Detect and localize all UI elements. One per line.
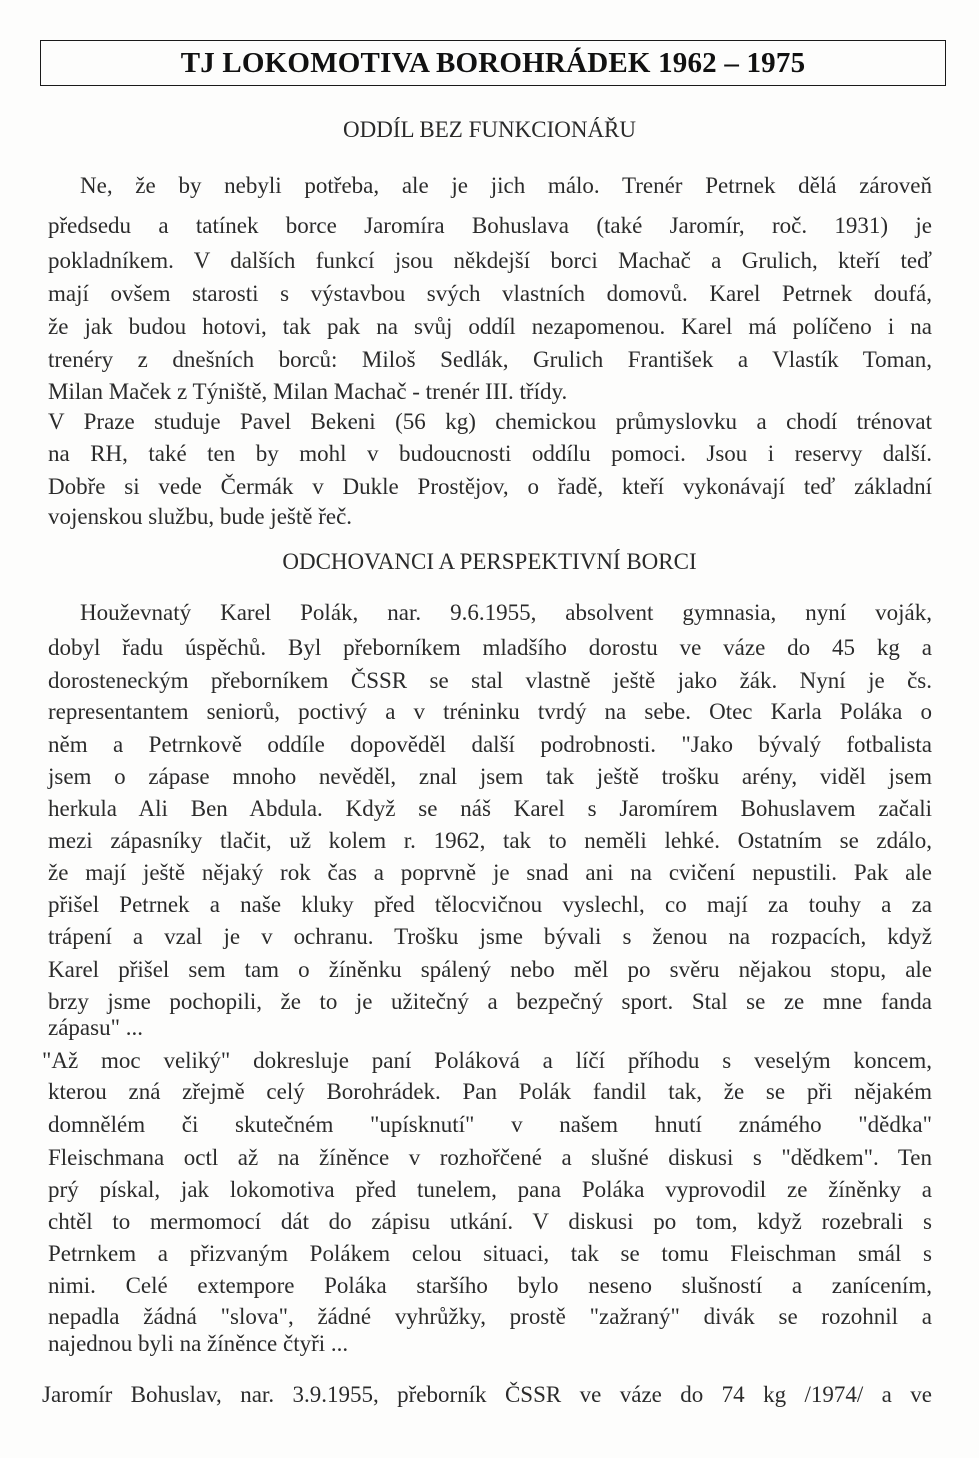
paragraph-line: brzy jsme pochopili, že to je užitečný a bezpečný sport. Stal se ze mne fanda: [48, 989, 932, 1014]
paragraph-line: pokladníkem. V dalších funkcí jsou někdejší borci Machač a Grulich, kteří teď: [48, 248, 932, 273]
paragraph-line: mají ovšem starosti s výstavbou svých vlastních domovů. Karel Petrnek doufá,: [48, 281, 932, 306]
paragraph-line: dorosteneckým přeborníkem ČSSR se stal vlastně ještě jako žák. Nyní je čs.: [48, 668, 932, 693]
paragraph-line: Dobře si vede Čermák v Dukle Prostějov, o řadě, kteří vykonávají teď základní: [48, 474, 932, 499]
paragraph-line: "Až moc veliký" dokresluje paní Poláková a líčí příhodu s veselým koncem,: [42, 1048, 932, 1073]
paragraph-line: nimi. Celé extempore Poláka staršího bylo neseno slušností a zanícením,: [48, 1273, 932, 1298]
paragraph-line: dobyl řadu úspěchů. Byl přeborníkem mladšího dorostu ve váze do 45 kg a: [48, 635, 932, 660]
paragraph-line: V Praze studuje Pavel Bekeni (56 kg) chemickou průmyslovku a chodí trénovat: [48, 409, 932, 434]
paragraph-line: předsedu a tatínek borce Jaromíra Bohuslava (také Jaromír, roč. 1931) je: [48, 213, 932, 238]
paragraph-line: trápení a vzal je v ochranu. Trošku jsme bývali s ženou na rozpacích, když: [48, 924, 932, 949]
paragraph-line: Ne, že by nebyli potřeba, ale je jich málo. Trenér Petrnek dělá zároveň: [80, 173, 932, 198]
paragraph-line: herkula Ali Ben Abdula. Když se náš Karel s Jaromírem Bohuslavem začali: [48, 796, 932, 821]
paragraph-line: chtěl to mermomocí dát do zápisu utkání. V diskusi po tom, když rozebrali s: [48, 1209, 932, 1234]
paragraph-line: přišel Petrnek a naše kluky před tělocvičnou vyslechl, co mají za touhy a za: [48, 892, 932, 917]
section-heading-odchovanci: ODCHOVANCI A PERSPEKTIVNÍ BORCI: [282, 549, 697, 574]
paragraph-line: na RH, také ten by mohl v budoucnosti oddílu pomoci. Jsou i reservy další.: [48, 441, 932, 466]
title-box: [40, 40, 946, 86]
paragraph-line: že mají ještě nějaký rok čas a poprvně je snad ani na cvičení nepustili. Pak ale: [48, 860, 932, 885]
paragraph-line: Houževnatý Karel Polák, nar. 9.6.1955, absolvent gymnasia, nyní voják,: [80, 600, 932, 625]
paragraph-line: Fleischmana octl až na žíněnce v rozhořčené a slušné diskusi s "dědkem". Ten: [48, 1145, 932, 1170]
section-heading-oddil: ODDÍL BEZ FUNKCIONÁŘU: [342, 117, 637, 142]
paragraph-line: najednou byli na žíněnce čtyři ...: [48, 1331, 349, 1356]
paragraph-line: že jak budou hotovi, tak pak na svůj oddíl nezapomenou. Karel má políčeno i na: [48, 314, 932, 339]
paragraph-line: Karel přišel sem tam o žíněnku spálený nebo měl po svěru nějakou stopu, ale: [48, 957, 932, 982]
page-title: TJ LOKOMOTIVA BOROHRÁDEK 1962 – 1975: [180, 46, 806, 79]
paragraph-line: něm a Petrnkově oddíle dopověděl další podrobnosti. "Jako bývalý fotbalista: [48, 732, 932, 757]
paragraph-line-trailing: Jaromír Bohuslav, nar. 3.9.1955, přeborník ČSSR ve váze do 74 kg /1974/ a ve: [42, 1382, 932, 1407]
paragraph-line: representantem seniorů, poctivý a v tréninku tvrdý na sebe. Otec Karla Poláka o: [48, 699, 932, 724]
paragraph-line: Petrnkem a přizvaným Polákem celou situaci, tak se tomu Fleischman smál s: [48, 1241, 932, 1266]
paragraph-line: vojenskou službu, bude ještě řeč.: [48, 504, 353, 529]
paragraph-line: trenéry z dnešních borců: Miloš Sedlák, Grulich František a Vlastík Toman,: [48, 347, 932, 372]
paragraph-line: domnělém či skutečném "upísknutí" v našem hnutí známého "dědka": [48, 1112, 932, 1137]
paragraph-line: prý pískal, jak lokomotiva před tunelem, pana Poláka vyprovodil ze žíněnky a: [48, 1177, 932, 1202]
paragraph-line: kterou zná zřejmě celý Borohrádek. Pan Polák fandil tak, že se při nějakém: [48, 1079, 932, 1104]
paragraph-line: mezi zápasníky tlačit, už kolem r. 1962, tak to neměli lehké. Ostatním se zdálo,: [48, 828, 932, 853]
paragraph-line: Milan Maček z Týniště, Milan Machač - trenér III. třídy.: [48, 379, 568, 404]
paragraph-line: jsem o zápase mnoho nevěděl, znal jsem tak ještě trošku arény, viděl jsem: [48, 764, 932, 789]
paragraph-line: zápasu" ...: [48, 1015, 143, 1040]
paragraph-line: nepadla žádná "slova", žádné vyhrůžky, prostě "zažraný" divák se rozohnil a: [48, 1304, 932, 1329]
